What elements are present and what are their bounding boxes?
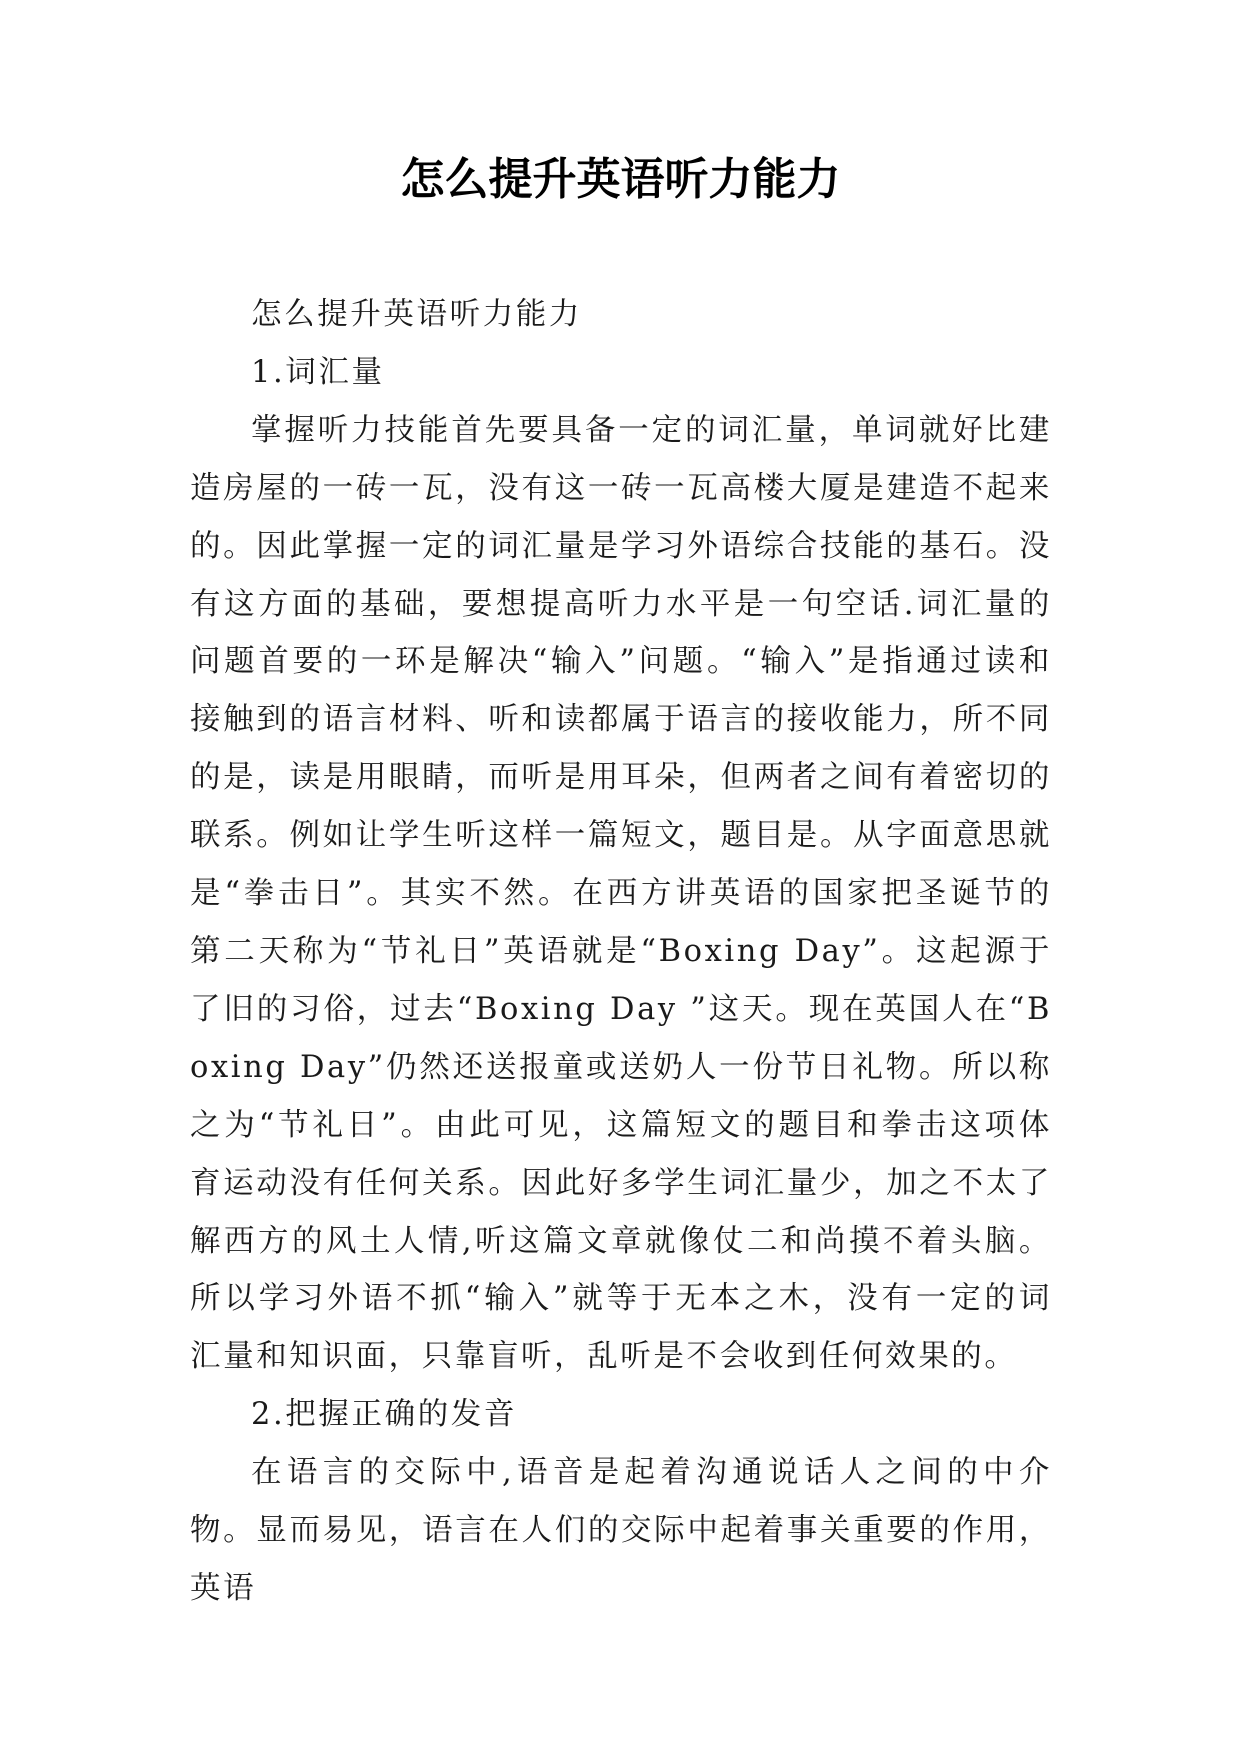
- paragraph-subtitle: 怎么提升英语听力能力: [251, 297, 582, 332]
- section-heading-pronunciation: 2.把握正确的发音: [251, 1397, 517, 1433]
- paragraph-vocabulary: 掌握听力技能首先要具备一定的词汇量，单词就好比建造房屋的一砖一瓦，没有这一砖一瓦高楼大厦是建造不起来的。因此掌握一定的词汇量是学习外语综合技能的基石。没有这方面的基础，要想提高听力水平是一句空话.词汇量的问题首要的一环是解决“输入”问题。“输入”是指通过读和接触到的语言材料、听和读都属于语言的接收能力，所不同的是，读是用眼睛，而听是用耳朵，但两者之间有着密切的联系。例如让学生听这样一篇短文，题目是。从字面意思就是“拳击日”。其实不然。在西方讲英语的国家把圣诞节的第二天称为“节礼日”英语就是“Boxing Day”。这起源于了旧的习俗，过去“Boxing Day ”这天。现在英国人在“Boxing Day”仍然还送报童或送奶人一份节日礼物。所以称之为“节礼日”。由此可见，这篇短文的题目和拳击这项体育运动没有任何关系。因此好多学生词汇量少，加之不太了解西方的风土人情,听这篇文章就像仗二和尚摸不着头脑。所以学习外语不抓“输入”就等于无本之木，没有一定的词汇量和知识面，只靠盲听，乱听是不会收到任何效果的。: [190, 412, 1052, 1375]
- document-title: 怎么提升英语听力能力: [400, 154, 841, 205]
- section-heading-vocabulary: 1.词汇量: [251, 354, 385, 390]
- document-body: [190, 286, 1052, 1618]
- paragraph-pronunciation: 在语言的交际中,语音是起着沟通说话人之间的中介物。显而易见，语言在人们的交际中起着事关重要的作用，英语: [190, 1455, 1052, 1606]
